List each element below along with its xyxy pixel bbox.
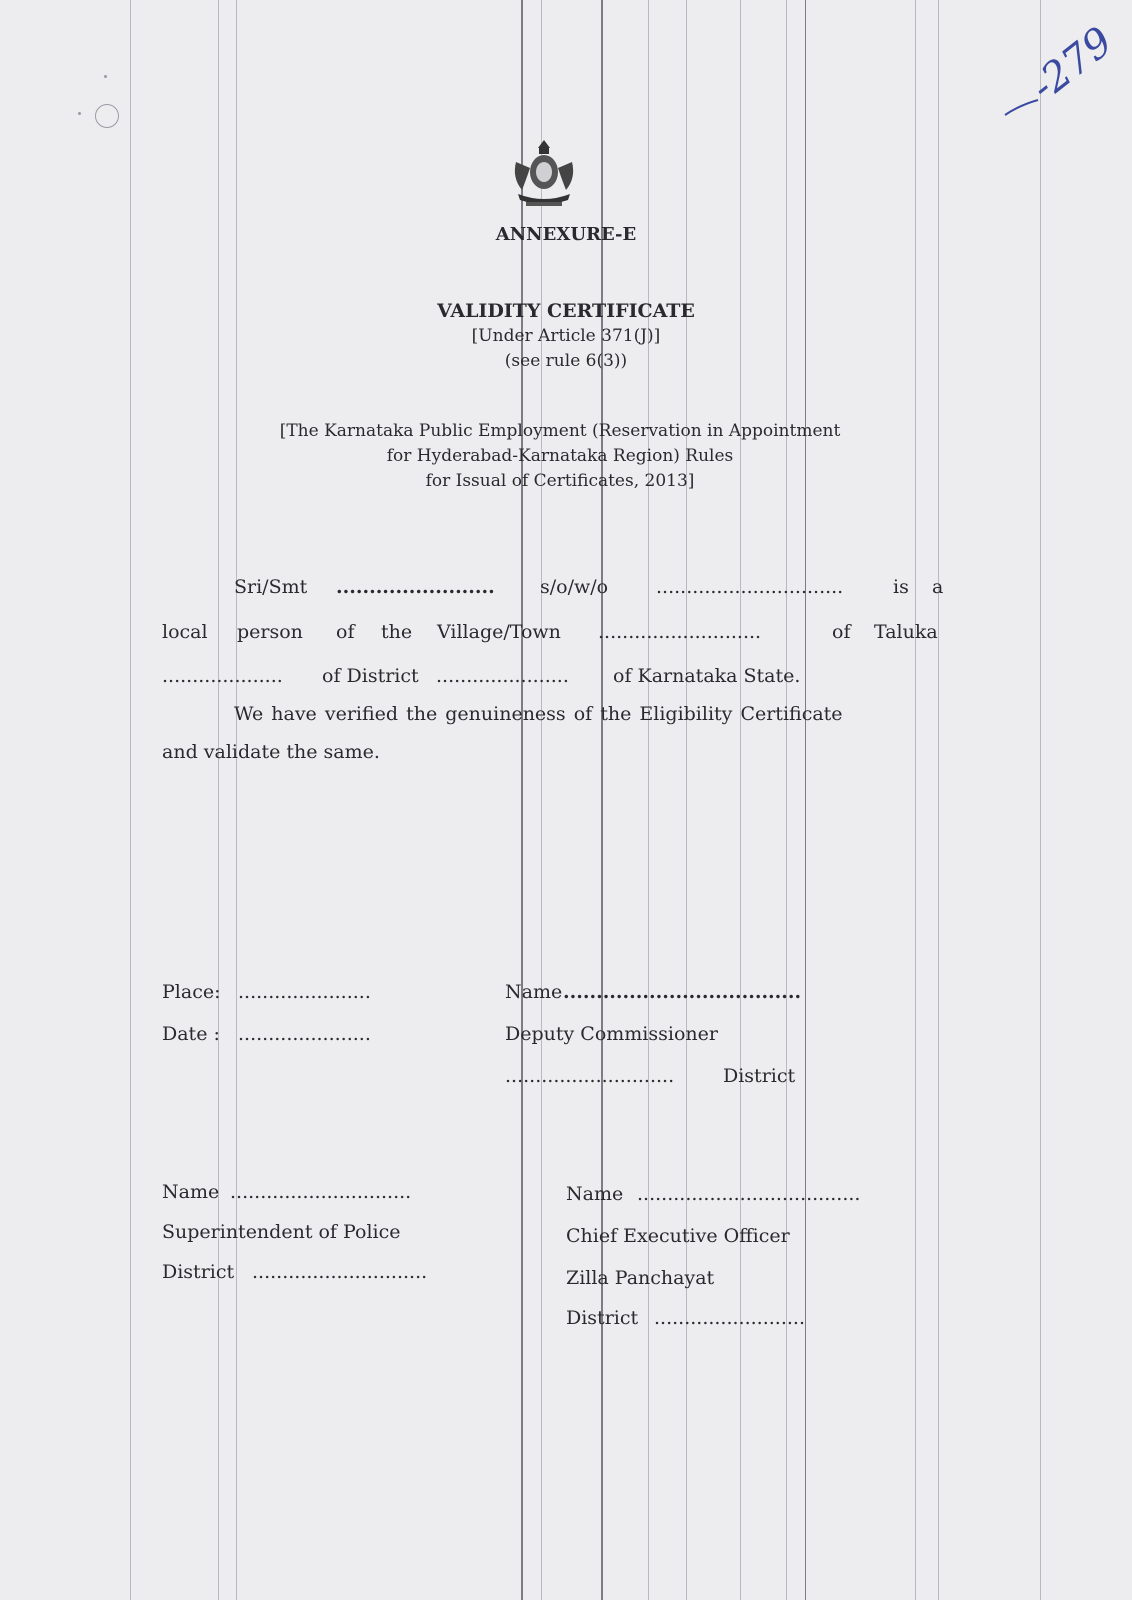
label-place: Place:	[162, 981, 221, 1003]
blank-relation: ...............................	[656, 576, 844, 598]
label-sri-smt: Sri/Smt	[234, 576, 308, 598]
designation-chief-executive-officer: Chief Executive Officer	[566, 1225, 790, 1247]
word-local: local	[162, 621, 208, 643]
rules-line-3: for Issual of Certificates, 2013]	[425, 471, 695, 491]
annexure-heading: ANNEXURE-E	[495, 224, 637, 245]
word-is: is	[893, 576, 909, 598]
designation-deputy-commissioner: Deputy Commissioner	[505, 1023, 718, 1045]
rules-line-2: for Hyderabad-Karnataka Region) Rules	[386, 446, 734, 466]
word-of: of	[336, 621, 355, 643]
label-village-town: Village/Town	[437, 621, 561, 643]
scan-dot	[104, 75, 107, 78]
label-of-district: of District	[322, 665, 419, 687]
article-reference: [Under Article 371(J)]	[471, 326, 661, 346]
word-person: person	[237, 621, 303, 643]
blank-dc-district: ............................	[505, 1065, 675, 1087]
blank-ceo-district: .........................	[654, 1307, 805, 1329]
blank-name: ........................	[336, 576, 495, 598]
label-ceo-name: Name	[566, 1183, 624, 1205]
scan-dot	[78, 112, 81, 115]
label-taluka: Taluka	[874, 621, 938, 643]
handwritten-page-number	[1000, 18, 1122, 130]
blank-ceo-name: .....................................	[637, 1183, 861, 1205]
blank-sp-name: ..............................	[230, 1181, 412, 1203]
verification-line-2: and validate the same.	[162, 741, 380, 763]
blank-sp-district: .............................	[252, 1261, 428, 1283]
verification-line-1: We have verified the genuineness of the Eligibility Certificate	[234, 703, 843, 725]
label-dc-district: District	[723, 1065, 796, 1087]
blank-dc-name: ....................................	[563, 981, 802, 1003]
rule-reference: (see rule 6(3))	[504, 351, 628, 371]
label-sp-district: District	[162, 1261, 235, 1283]
punch-hole	[95, 104, 119, 128]
blank-district: ......................	[436, 665, 569, 687]
label-sowo: s/o/w/o	[540, 576, 609, 598]
label-zilla-panchayat: Zilla Panchayat	[566, 1267, 715, 1289]
handwritten-note: -279	[1022, 18, 1122, 111]
designation-superintendent-of-police: Superintendent of Police	[162, 1221, 401, 1243]
blank-place: ......................	[238, 981, 371, 1003]
label-dc-name: Name	[505, 981, 563, 1003]
blank-village-town: ...........................	[598, 621, 762, 643]
rules-line-1: [The Karnataka Public Employment (Reservation in Appointment	[279, 421, 841, 441]
word-the: the	[381, 621, 413, 643]
label-of-karnataka-state: of Karnataka State.	[613, 665, 801, 687]
blank-date: ......................	[238, 1023, 371, 1045]
word-of: of	[832, 621, 851, 643]
word-a: a	[932, 576, 944, 598]
label-date: Date :	[162, 1023, 220, 1045]
karnataka-state-emblem-icon	[508, 138, 580, 210]
certificate-title: VALIDITY CERTIFICATE	[437, 300, 695, 322]
label-ceo-district: District	[566, 1307, 639, 1329]
label-sp-name: Name	[162, 1181, 220, 1203]
blank-taluka: ....................	[162, 665, 283, 687]
